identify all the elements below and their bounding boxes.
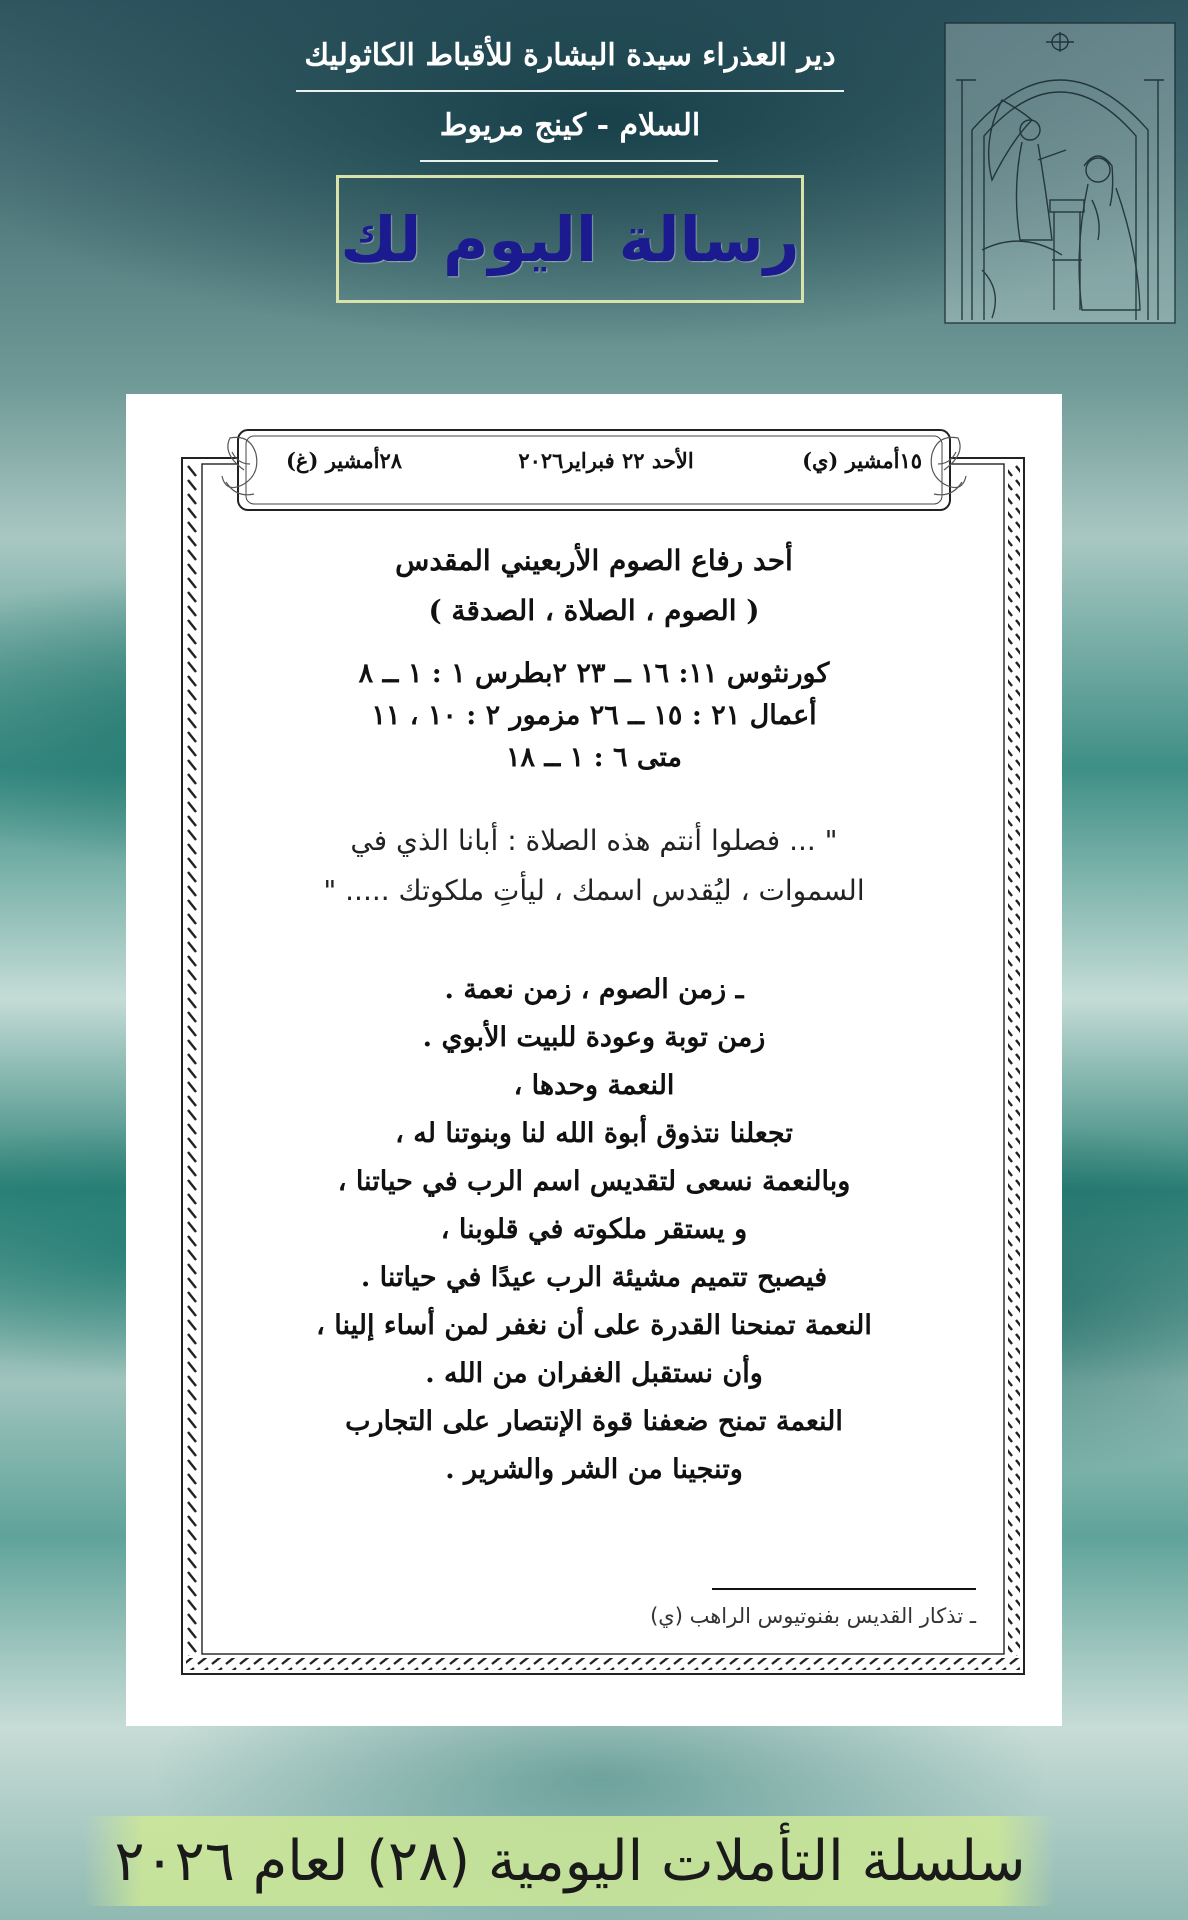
reflection-line: فيصبح تتميم مشيئة الرب عيدًا في حياتنا . — [360, 1262, 828, 1293]
reading-line: أعمال ٢١ : ١٥ ــ ٢٦ مزمور ٢ : ١٠ ، ١١ — [371, 700, 817, 731]
reflection-line: وأن نستقبل الغفران من الله . — [425, 1358, 763, 1389]
reflection-line: وبالنعمة نسعى لتقديس اسم الرب في حياتنا ، — [337, 1166, 851, 1197]
reflection-line: النعمة وحدها ، — [513, 1070, 675, 1101]
feast-commemoration: ـ تذكار القديس بفنوتيوس الراهب (ي) — [650, 1604, 976, 1628]
monastery-underline — [296, 90, 844, 92]
daily-card — [126, 394, 1062, 1726]
location-underline — [420, 160, 718, 162]
quote-line: " ... فصلوا أنتم هذه الصلاة : أبانا الذي في — [350, 824, 838, 857]
reflection-line: تجعلنا نتذوق أبوة الله لنا وبنوتنا له ، — [395, 1118, 793, 1149]
reading-line: كورنثوس ١١: ١٦ ــ ٢٣ ٢بطرس ١ : ١ ــ ٨ — [358, 658, 830, 689]
signature-rule — [712, 1588, 976, 1590]
series-label: سلسلة التأملات اليومية (٢٨) لعام ٢٠٢٦ — [114, 1828, 1026, 1894]
quote-line: السموات ، ليُقدس اسمك ، ليأتِ ملكوتك ..... " — [323, 874, 865, 907]
date-coptic-right: ١٥أمشير (ي) — [802, 448, 922, 473]
pillars-line: ( الصوم ، الصلاة ، الصدقة ) — [428, 594, 760, 627]
monastery-name: دير العذراء سيدة البشارة للأقباط الكاثوليك — [304, 38, 836, 73]
reflection-line: ـ زمن الصوم ، زمن نعمة . — [444, 974, 744, 1005]
reflection-line: زمن توبة وعودة للبيت الأبوي . — [422, 1022, 766, 1053]
annunciation-icon — [942, 20, 1178, 326]
reflection-line: النعمة تمنحنا القدرة على أن نغفر لمن أساء إلينا ، — [316, 1310, 872, 1341]
reflection-line: و يستقر ملكوته في قلوبنا ، — [440, 1214, 748, 1245]
date-gregorian: الأحد ٢٢ فبراير٢٠٢٦ — [518, 448, 694, 473]
reflection-line: وتنجينا من الشر والشرير . — [445, 1454, 743, 1485]
location-name: السلام - كينج مريوط — [439, 108, 701, 143]
reflection-line: النعمة تمنح ضعفنا قوة الإنتصار على التجارب — [345, 1406, 843, 1437]
page-title: رسالة اليوم لك — [340, 202, 800, 276]
reading-line: متى ٦ : ١ ــ ١٨ — [506, 742, 682, 773]
page-title-box — [336, 175, 804, 303]
occasion-title: أحد رفاع الصوم الأربعيني المقدس — [395, 544, 793, 577]
date-coptic-left: ٢٨أمشير (غ) — [286, 448, 403, 473]
series-banner — [84, 1816, 1056, 1906]
